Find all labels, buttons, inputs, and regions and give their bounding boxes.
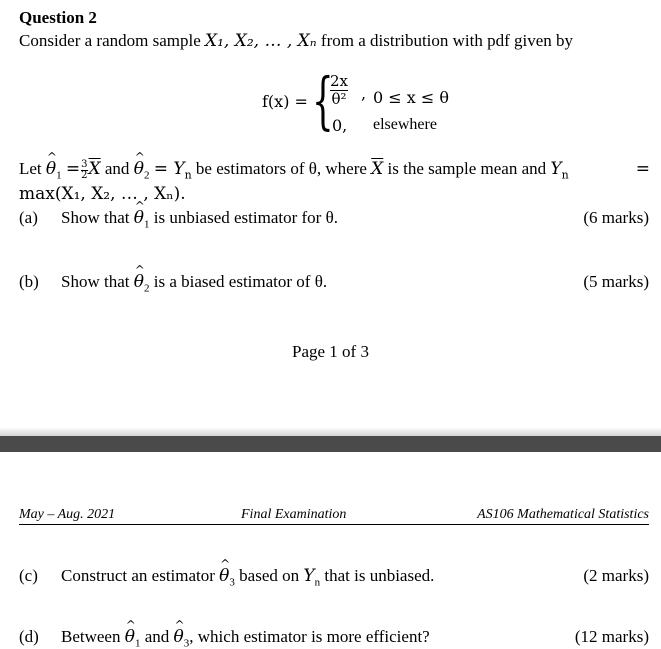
footer-rule [19,524,649,525]
eq-1: = [65,159,81,179]
part-a-post: is unbiased estimator for θ. [149,208,338,227]
part-d-theta-1: ^ θ [125,627,135,647]
theta-hat-2: ^ θ [134,159,144,179]
theta-hat-1: ^ θ [46,159,56,179]
page-break [0,436,661,452]
part-c-pre: Construct an estimator [61,566,220,585]
x-bar-2: $\overline{X}$ [371,159,384,179]
pdf-value-2: 0, [332,116,348,135]
footer-date: May – Aug. 2021 [19,507,116,522]
three-halves [81,160,87,181]
question-intro [19,31,573,51]
let-word: Let [19,159,42,178]
part-d-pre: Between [61,627,125,646]
pdf-numerator: 2x [330,72,349,90]
part-c-y: Y [303,566,315,586]
footer-course: AS106 Mathematical Statistics [477,507,649,522]
part-c-ysub: n [314,576,321,589]
pdf-comma: , [361,84,367,103]
part-b-post: is a biased estimator of θ. [149,272,328,291]
part-d-mid: and [140,627,174,646]
end-eq: = [635,159,650,179]
frac-den: 2 [81,169,88,181]
part-c-label: (c) [19,566,38,585]
middle-text: be estimators of θ, where [191,159,372,178]
part-d-label: (d) [19,627,39,646]
estimators-line-1 [19,159,650,181]
part-c-theta: ^ θ [219,566,229,586]
part-c-sub: 3 [229,576,235,589]
part-b-pre: Show that [61,272,134,291]
question-title: Question 2 [19,8,97,27]
part-b-theta: ^ θ [134,272,144,292]
pdf-condition-2: elsewhere [373,116,437,133]
part-a-theta: ^ θ [134,208,144,228]
intro-suffix: from a distribution with pdf given by [316,31,574,50]
theta1-sub: 1 [56,169,62,182]
part-b-marks: (5 marks) [583,272,649,291]
pdf-condition-1: 0 ≤ x ≤ θ [373,88,449,107]
part-d-post: , which estimator is more efficient? [189,627,430,646]
part-d-marks: (12 marks) [574,627,649,646]
pdf-fraction [330,74,348,107]
part-b-text [61,272,327,294]
part-c-text [61,566,434,588]
middle-text-2: is the sample mean and [383,159,551,178]
part-a-label: (a) [19,208,38,227]
page-break-shadow [0,427,661,436]
intro-prefix: Consider a random sample [19,31,206,50]
part-d-theta-3: ^ θ [174,627,184,647]
estimators-line-2: max(X₁, X₂, … , Xₙ). [19,184,186,204]
and-word: and [104,159,130,178]
x-bar: $\overline{X}$ [88,159,101,179]
part-a-text [61,208,338,230]
part-c-mid: based on [234,566,304,585]
footer-exam: Final Examination [241,507,347,522]
yn: Y [550,159,562,179]
page-footer [19,507,649,523]
page-number: Page 1 of 3 [292,342,369,361]
yn2-sub: n [561,168,569,182]
part-d-text [61,627,430,649]
theta2-sub: 2 [143,169,150,182]
pdf-brace: { [312,64,334,137]
pdf-lhs: f(x) = [262,92,308,111]
pdf-definition [262,64,502,137]
part-c-marks: (2 marks) [583,566,649,585]
part-c-post: that is unbiased. [320,566,435,585]
pdf-denominator: θ² [331,90,347,108]
part-b-label: (b) [19,272,39,291]
part-d-sub-1: 1 [134,637,141,649]
intro-variables: X₁, X₂, … , Xₙ [205,31,317,51]
yn-sub: n [184,168,192,182]
eq-yn: = Y [153,159,185,179]
part-a-pre: Show that [61,208,134,227]
part-a-sub: 1 [143,218,150,231]
frac-num: 3 [81,158,88,170]
part-d-sub-3: 3 [183,637,190,649]
part-a-marks: (6 marks) [583,208,649,227]
part-b-sub: 2 [143,282,150,295]
